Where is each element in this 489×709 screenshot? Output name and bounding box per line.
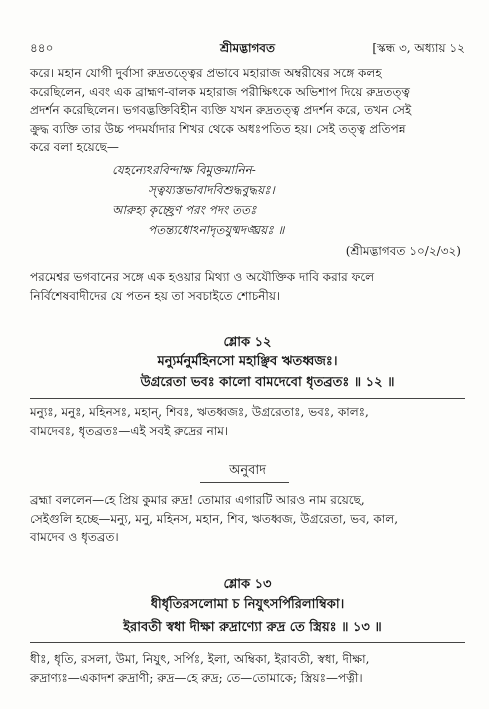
intro-line: ক্রুদ্ধ ব্যক্তি তার উচ্চ পদমর্যাদার শিখর থেকে অধঃপতিত হয়। সেই তত্ত্ব প্রতিপন্ন — [30, 121, 406, 136]
quote-verse-line: স্ত্বয্যস্তভাবাদবিশুদ্ধবুদ্ধয়ঃ। — [148, 183, 275, 197]
quote-verse-line: পতন্ত্যধোঽনাদৃতযুষ্মদঙ্ঘ্রয়ঃ ॥ — [148, 223, 285, 237]
after-quote-paragraph — [30, 268, 465, 305]
sloka-13-text-line: ইরাবতী স্বধা দীক্ষা রুদ্রাণ্যো রুদ্র তে স্ত্রিয়ঃ ॥ ১৩ ॥ — [123, 620, 382, 635]
translation-heading-underline — [200, 482, 289, 483]
intro-line: করেছিলেন, এবং এক ব্রাহ্মণ-বালক মহারাজ পরীক্ষিৎকে অভিশাপ দিয়ে রুদ্রতত্ত্ব — [30, 84, 410, 99]
translation-line: বামদেব ও ধৃতব্রত। — [30, 530, 119, 544]
quote-verse-line: আরুহ্য কৃচ্ছ্রেণ পরং পদং ততঃ — [112, 203, 257, 217]
sloka-12-synonyms — [30, 403, 465, 440]
sloka-12-text-line: মন্যুর্মনুর্মহিনসো মহাঞ্ছিব ঋতধ্বজঃ। — [157, 354, 338, 369]
sloka-13-heading: শ্লোক ১৩ — [223, 577, 272, 592]
synonym-line: মন্যুঃ, মনুঃ, মহিনসঃ, মহান্, শিবঃ, ঋতধ্বজঃ, উগ্ররেতাঃ, ভবঃ, কালঃ, — [30, 405, 369, 419]
divider — [30, 398, 465, 399]
synonym-line: ধীঃ, ধৃতি, রসলা, উমা, নিযুৎ, সর্পিঃ, ইলা, অম্বিকা, ইরাবতী, স্বধা, দীক্ষা, — [30, 652, 370, 666]
chapter-reference: [স্কন্ধ ৩, অধ্যায় ১২ — [372, 41, 465, 55]
intro-line: করে বলা হয়েছে— — [30, 140, 119, 154]
translation-heading: অনুবাদ — [229, 463, 266, 478]
page-header — [30, 40, 465, 60]
sloka-12-text-line: উগ্ররেতা ভবঃ কালো বামদেবো ধৃতব্রতঃ ॥ ১২ ॥ — [140, 375, 395, 390]
sloka-12-translation — [30, 491, 465, 547]
intro-paragraph — [30, 64, 465, 157]
divider — [30, 642, 465, 643]
after-quote-line: নির্বিশেষবাদীদের যে পতন হয় তা সবচাইতে শোচনীয়। — [30, 288, 281, 303]
intro-line: প্রদর্শন করেছিলেন। ভগবদ্ভক্তিবিহীন ব্যক্তি যখন রুদ্রতত্ত্ব প্রদর্শন করে, তখন সেই — [30, 103, 412, 117]
sloka-13-text-line: ধীর্ধৃতিরসলোমা চ নিযুৎসর্পিরিলাম্বিকা। — [150, 597, 345, 612]
after-quote-line: পরমেশ্বর ভগবানের সঙ্গে এক হওয়ার মিথ্যা ও অযৌক্তিক দাবি করার ফলে — [30, 270, 375, 284]
synonym-line: রুদ্রাণ্যঃ—একাদশ রুদ্রাণী; রুদ্র—হে রুদ্র; তে—তোমাকে; স্ত্রিয়ঃ—পত্নী। — [30, 670, 363, 685]
sloka-12-heading: শ্লোক ১২ — [223, 335, 272, 350]
quote-source: (শ্রীমদ্ভাগবত ১০/২/৩২) — [345, 244, 461, 258]
intro-line: করে। মহান যোগী দুর্বাসা রুদ্রতত্ত্বের প্রভাবে মহারাজ অম্বরীষের সঙ্গে কলহ — [30, 66, 382, 80]
translation-line: ব্রহ্মা বললেন—হে প্রিয় কুমার রুদ্র! তোমার এগারটি আরও নাম রয়েছে, — [30, 493, 365, 507]
quote-verse-line: যেহন্যেঽরবিন্দাক্ষ বিমুক্তমানিন- — [112, 163, 256, 177]
page-number: ৪৪০ — [30, 41, 54, 55]
synonym-line: বামদেবঃ, ধৃতব্রতঃ—এই সবই রুদ্রের নাম। — [30, 423, 229, 438]
translation-line: সেইগুলি হচ্ছে—মন্যু, মনু, মহিনস, মহান, শিব, ঋতধ্বজ, উগ্ররেতা, ভব, কাল, — [30, 511, 399, 526]
book-title: শ্রীমদ্ভাগবত — [219, 41, 275, 55]
sloka-13-synonyms — [30, 650, 465, 687]
